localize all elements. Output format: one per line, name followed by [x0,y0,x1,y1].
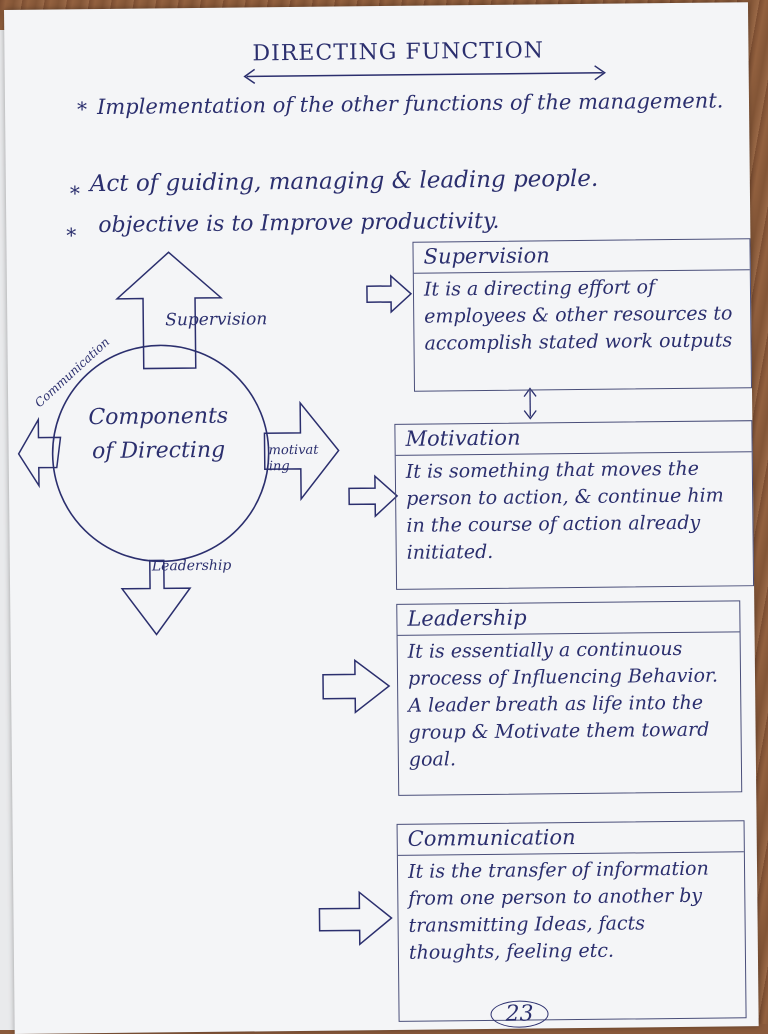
diagram-label-right: motivating [269,443,319,476]
motivation-text: It is something that moves the person to action, & continue him in the course of action already initiated. [406,455,745,567]
pointer-arrow-communication [319,892,392,945]
bullet-marker-1: * [77,97,87,121]
pointer-arrow-leadership [323,660,390,713]
motivation-heading: Motivation [405,426,520,451]
communication-heading: Communication [408,825,576,851]
leadership-box [396,600,742,796]
bullet-text-3: objective is to Improve productivity. [98,209,499,238]
page-title: DIRECTING FUNCTION [252,38,544,66]
communication-text: It is the transfer of information from one person to another by transmitting Ideas, facts thoughts, feeling etc. [408,855,737,966]
diagram-label-left: Communication [32,335,112,410]
diagram-center-label: Components of Directing [88,400,229,469]
supervision-text: It is a directing effort of employees & other resources to accomplish stated work outputs [424,273,743,357]
bullet-text-1: Implementation of the other functions of the management. [97,84,727,123]
leadership-heading: Leadership [407,606,527,631]
communication-box [397,820,747,1022]
pointer-arrow-motivation [349,476,397,517]
diagram-label-down: Leadership [152,558,232,575]
leadership-text: It is essentially a continuous process of Influencing Behavior. A leader breath as life into the group & Motivate them toward goal. [408,635,733,773]
page-number: 23 [490,1000,548,1028]
bullet-text-2: Act of guiding, managing & leading people. [90,166,599,197]
bullet-marker-2: * [70,181,80,205]
supervision-heading: Supervision [423,243,549,268]
supervision-box [412,238,752,392]
notebook-page [4,2,759,1034]
pointer-arrow-supervision [367,276,411,312]
diagram-label-up: Supervision [165,309,267,330]
bullet-marker-3: * [66,223,76,247]
motivation-box [394,420,754,590]
